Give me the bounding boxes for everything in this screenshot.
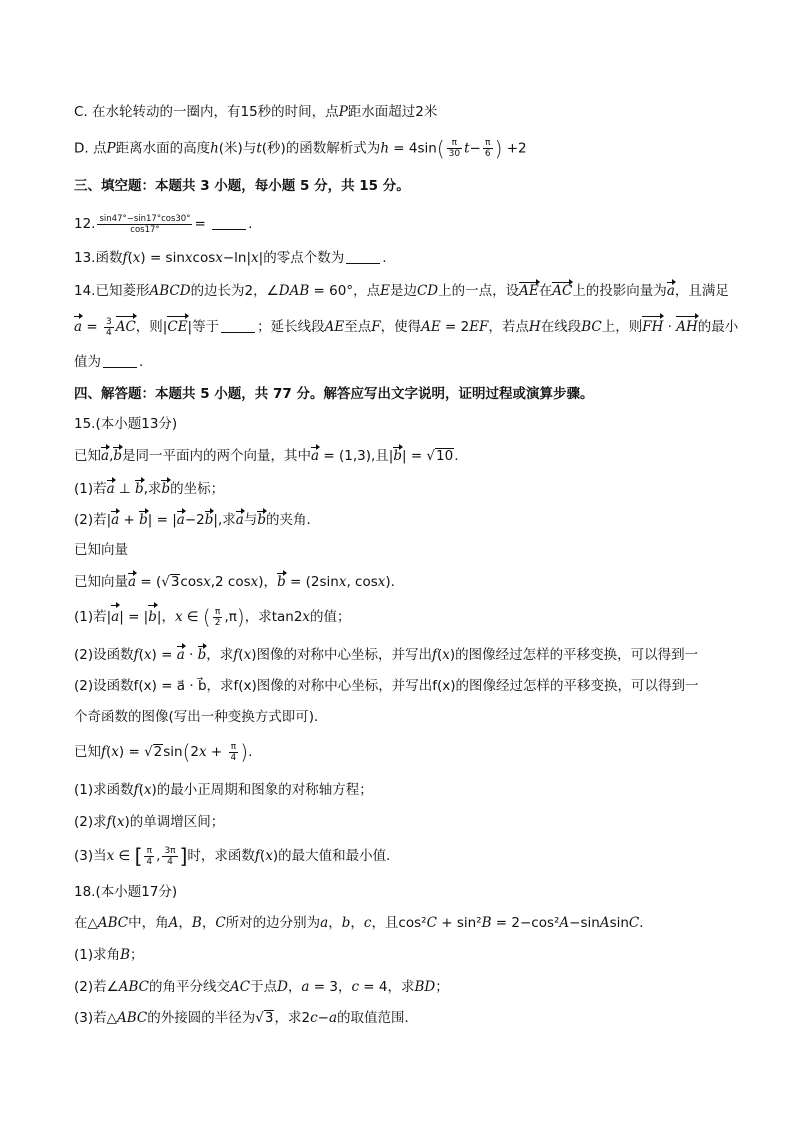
question-16-part2-line1: (2)设函数f(x) = a · b，求f(x)图像的对称中心坐标，并写出f(x)的图像经过怎样的平移变换，可以得到一 <box>74 647 699 663</box>
question-17-part2: (2)求f(x)的单调增区间； <box>74 814 225 830</box>
question-12: 12. $\frac{\sin 47^\circ-\sin 17^\circ\cos 30^\circ}{\cos 17^\circ}$ = . <box>74 213 253 235</box>
question-17-part3: (3)当x ∈ [ $\frac{\pi}{4}$ , $\frac{3\pi}{4}$ ]时，求函数f(x)的最大值和最小值． <box>74 844 400 868</box>
question-15-header: 15.(本小题13分) <box>74 416 178 432</box>
question-14-line1: 14.已知菱形ABCD的边长为2，∠DAB = 60°，点E是边CD上的一点，设AE在AC上的投影向量为a，且满足 <box>74 283 729 299</box>
question-16-stem: 已知向量a = (√3cosx,2 cosx)，b = (2sinx, cosx). <box>74 574 395 590</box>
section-4-heading: 四、解答题：本题共 5 小题，共 77 分。解答应写出文字说明，证明过程或演算步骤。 <box>74 386 594 402</box>
section-3-heading: 三、填空题：本题共 3 小题，每小题 5 分，共 15 分。 <box>74 178 410 194</box>
question-15-part2: (2)若|a + b| = |a−2b|,求a与b的夹角． <box>74 512 320 528</box>
question-18-part3: (3)若△ABC的外接圆的半径为√3，求2c−a的取值范围． <box>74 1010 418 1026</box>
option-c: C. 在水轮转动的一圈内，有15秒的时间，点P距水面超过2米 <box>74 104 438 120</box>
question-16-header: 已知向量 <box>74 542 128 558</box>
question-15-stem: 已知a,b是同一平面内的两个向量，其中a = (1,3),且|b| = √10. <box>74 448 459 464</box>
question-14-line2: a = $\frac{3}{4}$ AC，则|CE|等于 ；延长线段AE至点F，使得AE = 2EF，若点H在线段BC上，则FH · AH的最小 <box>74 316 739 338</box>
option-d: D. 点P距离水面的高度h(米)与t(秒)的函数解析式为h = 4sin( $\frac{\pi}{30}$ t− $\frac{\pi}{6}$ ) +2 <box>74 136 527 161</box>
question-16-part1: (1)若|a| = |b|，x ∈ ( $\frac{\pi}{2}$ ,π)，求tan2x的值； <box>74 605 351 629</box>
question-18-header: 18.(本小题17分) <box>74 884 178 900</box>
question-18-part1: (1)求角B； <box>74 947 144 963</box>
question-16-part2-line2: (2)设函数f(x) = a⃗ · b⃗，求f(x)图像的对称中心坐标，并写出f(x)的图像经过怎样的平移变换，可以得到一 <box>74 678 699 694</box>
question-14-line3: 值为 . <box>74 354 144 370</box>
question-13: 13.函数f(x) = sinxcosx−ln|x|的零点个数为 . <box>74 250 387 266</box>
question-15-part1: (1)若a ⊥ b,求b的坐标； <box>74 481 225 497</box>
question-17-part1: (1)求函数f(x)的最小正周期和图象的对称轴方程； <box>74 782 373 798</box>
question-17-header: 个奇函数的图像(写出一种变换方式即可)． <box>74 709 328 725</box>
question-18-stem: 在△ABC中，角A，B，C所对的边分别为a，b，c，且cos²C + sin²B = 2−cos²A−sinAsinC． <box>74 915 653 931</box>
question-17-stem: 已知f(x) = √2sin(2x + $\frac{\pi}{4}$ ). <box>74 740 253 764</box>
question-18-part2: (2)若∠ABC的角平分线交AC于点D，a = 3，c = 4，求BD； <box>74 979 449 995</box>
